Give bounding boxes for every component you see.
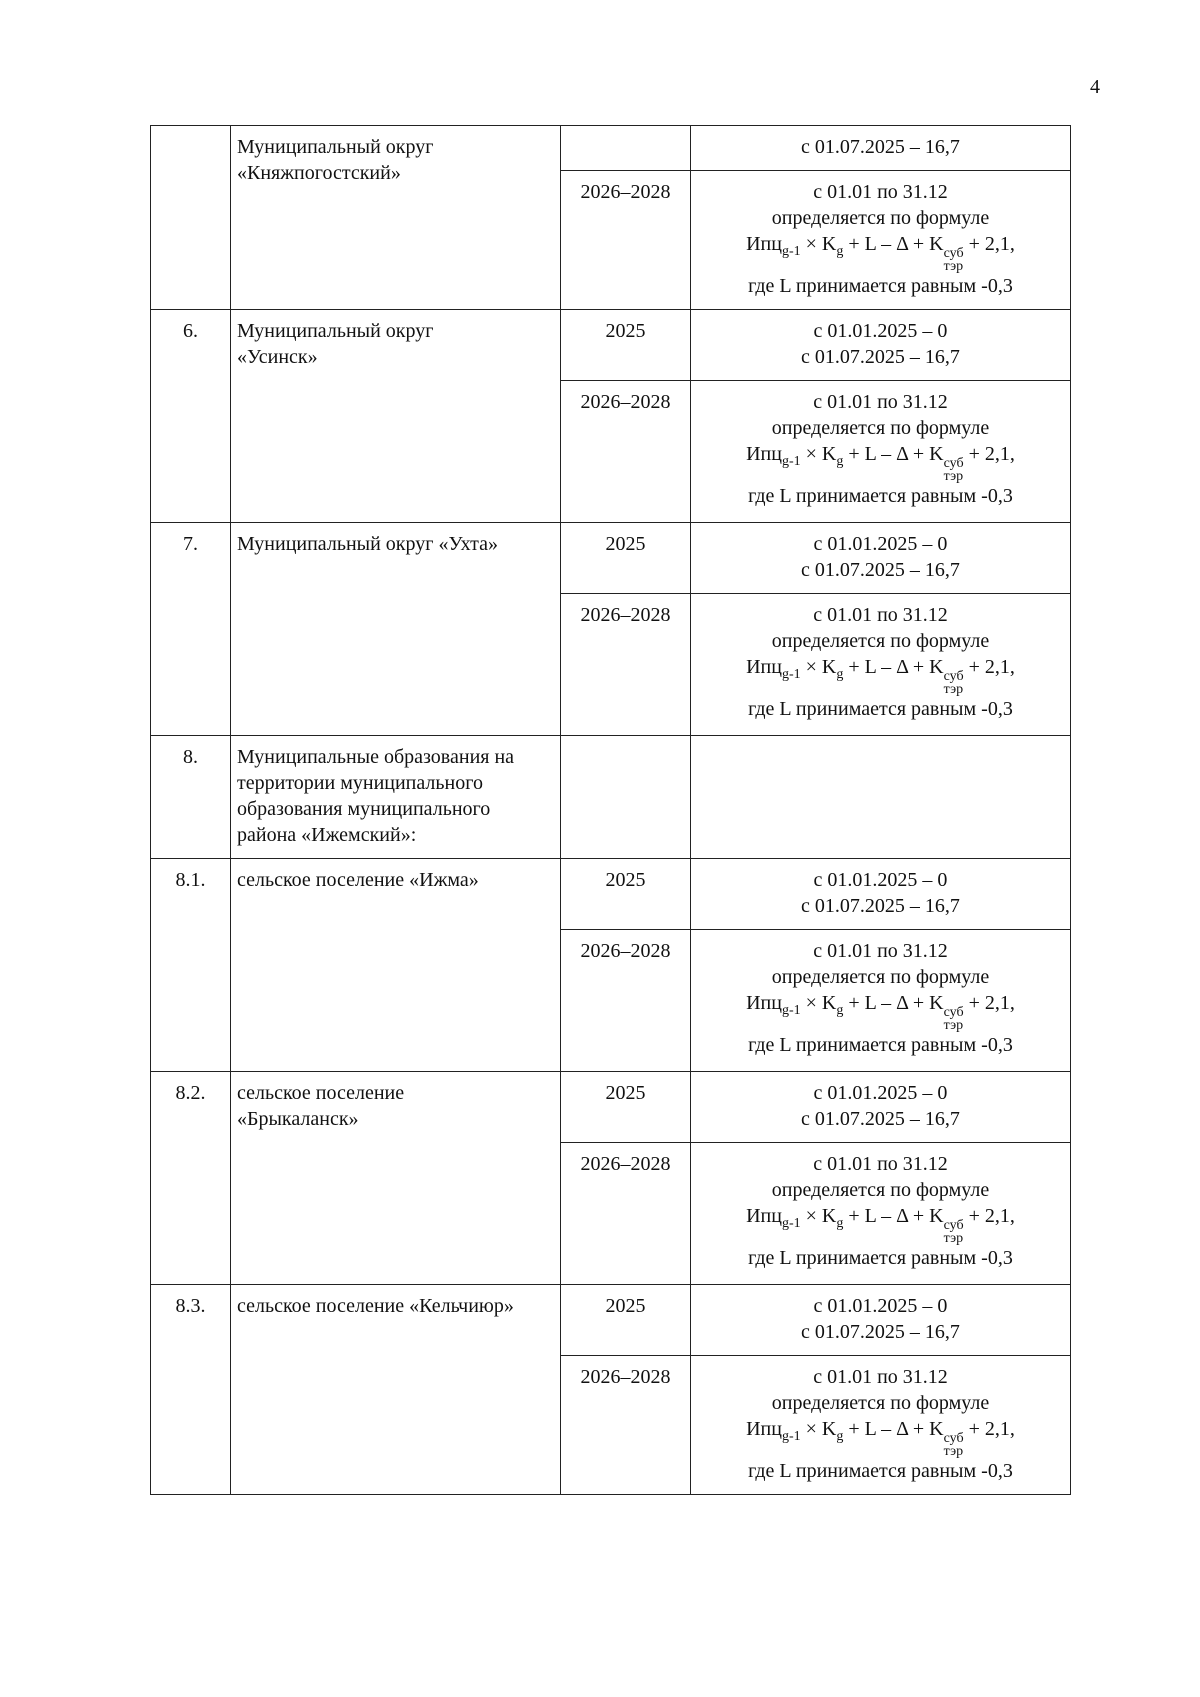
tariff-value-line: с 01.07.2025 – 16,7 [801, 1321, 960, 1343]
municipality-name-cell [231, 126, 561, 310]
period-year-cell [561, 171, 691, 310]
tariff-value-line: с 01.01 по 31.12 [813, 181, 948, 203]
formula-k2-sub: тэр [943, 259, 964, 274]
formula-k2-sub: тэр [943, 682, 964, 697]
period-year: 2025 [605, 533, 646, 555]
formula-k: K [821, 1205, 837, 1227]
tariff-value-line: с 01.01.2025 – 0 [813, 320, 948, 342]
table-row [151, 126, 1071, 171]
formula-line [697, 990, 1064, 1032]
tariff-value-line: определяется по формуле [771, 207, 990, 229]
formula-mid: + L – Δ + [843, 1205, 930, 1227]
formula-line [697, 654, 1064, 696]
formula-k-sub: g [836, 244, 844, 259]
formula-line [697, 231, 1064, 273]
formula-k2: K [929, 443, 944, 465]
formula-condition-line: где L принимается равным -0,3 [748, 485, 1013, 507]
formula-condition-line: где L принимается равным -0,3 [748, 698, 1013, 720]
formula-k2-sub: тэр [943, 1018, 964, 1033]
formula-mid: + L – Δ + [843, 656, 930, 678]
tariff-value-cell [691, 126, 1071, 171]
formula-k2-sub: тэр [943, 469, 964, 484]
tariff-value-cell [691, 523, 1071, 594]
formula-times: × [800, 1205, 822, 1227]
formula-mid: + L – Δ + [843, 1418, 930, 1440]
formula-k: K [821, 233, 837, 255]
formula-k2: K [929, 1205, 944, 1227]
formula-k2-scripts [944, 457, 964, 483]
tariff-value-cell [691, 736, 1071, 859]
period-year-cell [561, 1072, 691, 1143]
formula-times: × [800, 992, 822, 1014]
period-year: 2025 [605, 1295, 646, 1317]
formula-times: × [800, 443, 822, 465]
formula-k-sub: g [836, 454, 844, 469]
tariff-value-cell [691, 859, 1071, 930]
formula-condition-line: где L принимается равным -0,3 [748, 1247, 1013, 1269]
row-number: 8.1. [175, 869, 206, 891]
formula-times: × [800, 1418, 822, 1440]
formula-mid: + L – Δ + [843, 992, 930, 1014]
period-year-cell [561, 310, 691, 381]
municipality-name-line: Муниципальный округ [237, 320, 434, 342]
formula-ipc-sub: g-1 [781, 667, 801, 682]
period-year: 2026–2028 [580, 391, 671, 413]
tariff-value-line: с 01.01.2025 – 0 [813, 869, 948, 891]
tariff-value-line: определяется по формуле [771, 966, 990, 988]
formula-k2-scripts [944, 1432, 964, 1458]
formula-mid: + L – Δ + [843, 443, 930, 465]
table-row [151, 1285, 1071, 1356]
tariff-value-line: с 01.01.2025 – 0 [813, 1082, 948, 1104]
municipality-name-line: территории муниципального [237, 772, 483, 794]
formula-condition-line: где L принимается равным -0,3 [748, 275, 1013, 297]
municipality-name-line: сельское поселение [237, 1082, 405, 1104]
formula-tail: + 2,1, [963, 992, 1015, 1014]
row-number: 7. [183, 533, 198, 555]
formula-k2: K [929, 233, 944, 255]
municipality-name-line: Муниципальный округ [237, 136, 434, 158]
table-row [151, 523, 1071, 594]
tariff-value-line: с 01.07.2025 – 16,7 [801, 136, 960, 158]
period-year: 2025 [605, 1082, 646, 1104]
formula-ipc: Ипц [746, 443, 782, 465]
tariff-value-line: определяется по формуле [771, 1179, 990, 1201]
formula-tail: + 2,1, [963, 1205, 1015, 1227]
formula-ipc-sub: g-1 [781, 1429, 801, 1444]
municipality-name-cell [231, 1285, 561, 1495]
row-number-cell [151, 126, 231, 310]
formula-k-sub: g [836, 1003, 844, 1018]
tariff-value-cell [691, 1143, 1071, 1285]
row-number-cell [151, 859, 231, 1072]
tariff-table [150, 125, 1071, 1495]
formula-k2-sup: суб [943, 1218, 964, 1233]
municipality-name-cell [231, 1072, 561, 1285]
formula-k2: K [929, 656, 944, 678]
period-year-cell [561, 126, 691, 171]
formula-k2-scripts [944, 1006, 964, 1032]
formula-k2-sup: суб [943, 669, 964, 684]
formula-tail: + 2,1, [963, 443, 1015, 465]
tariff-value-cell [691, 594, 1071, 736]
period-year: 2025 [605, 320, 646, 342]
formula-ipc-sub: g-1 [781, 1216, 801, 1231]
formula-ipc-sub: g-1 [781, 1003, 801, 1018]
row-number-cell [151, 1285, 231, 1495]
formula-ipc-sub: g-1 [781, 454, 801, 469]
formula-k-sub: g [836, 667, 844, 682]
formula-k2-sub: тэр [943, 1444, 964, 1459]
tariff-value-line: определяется по формуле [771, 417, 990, 439]
table-row [151, 310, 1071, 381]
municipality-name-line: «Брыкаланск» [237, 1108, 359, 1130]
formula-ipc: Ипц [746, 992, 782, 1014]
municipality-name-cell [231, 859, 561, 1072]
tariff-value-line: определяется по формуле [771, 1392, 990, 1414]
formula-condition-line: где L принимается равным -0,3 [748, 1034, 1013, 1056]
page-number: 4 [1090, 76, 1100, 98]
tariff-value-cell [691, 310, 1071, 381]
formula-k: K [821, 443, 837, 465]
tariff-value-line: с 01.01 по 31.12 [813, 940, 948, 962]
formula-k-sub: g [836, 1429, 844, 1444]
formula-k: K [821, 992, 837, 1014]
tariff-value-cell [691, 930, 1071, 1072]
row-number-cell [151, 1072, 231, 1285]
municipality-name-line: Муниципальные образования на [237, 746, 515, 768]
period-year-cell [561, 1143, 691, 1285]
tariff-value-cell [691, 171, 1071, 310]
tariff-value-line: с 01.07.2025 – 16,7 [801, 346, 960, 368]
row-number: 8.2. [175, 1082, 206, 1104]
formula-tail: + 2,1, [963, 656, 1015, 678]
period-year-cell [561, 859, 691, 930]
municipality-name-line: сельское поселение «Кельчиюр» [237, 1295, 514, 1317]
tariff-value-cell [691, 1072, 1071, 1143]
tariff-value-line: с 01.01 по 31.12 [813, 604, 948, 626]
tariff-value-line: с 01.01.2025 – 0 [813, 1295, 948, 1317]
row-number-cell [151, 310, 231, 523]
tariff-value-line: с 01.01.2025 – 0 [813, 533, 948, 555]
table-row [151, 1072, 1071, 1143]
tariff-value-cell [691, 1356, 1071, 1495]
municipality-name-line: образования муниципального [237, 798, 491, 820]
municipality-name-line: «Усинск» [237, 346, 318, 368]
formula-mid: + L – Δ + [843, 233, 930, 255]
row-number: 8. [183, 746, 198, 768]
formula-ipc-sub: g-1 [781, 244, 801, 259]
tariff-value-line: с 01.07.2025 – 16,7 [801, 1108, 960, 1130]
period-year-cell [561, 736, 691, 859]
formula-condition-line: где L принимается равным -0,3 [748, 1460, 1013, 1482]
formula-ipc: Ипц [746, 1205, 782, 1227]
row-number-cell [151, 736, 231, 859]
formula-line [697, 1203, 1064, 1245]
formula-k2-scripts [944, 670, 964, 696]
tariff-value-line: с 01.01 по 31.12 [813, 391, 948, 413]
formula-line [697, 441, 1064, 483]
formula-times: × [800, 233, 822, 255]
formula-k: K [821, 656, 837, 678]
period-year-cell [561, 381, 691, 523]
tariff-value-line: с 01.07.2025 – 16,7 [801, 559, 960, 581]
formula-tail: + 2,1, [963, 1418, 1015, 1440]
municipality-name-line: «Княжпогостский» [237, 162, 401, 184]
formula-k2-sub: тэр [943, 1231, 964, 1246]
formula-k2-sup: суб [943, 1005, 964, 1020]
tariff-value-line: с 01.07.2025 – 16,7 [801, 895, 960, 917]
tariff-value-line: определяется по формуле [771, 630, 990, 652]
formula-k2: K [929, 1418, 944, 1440]
tariff-value-line: с 01.01 по 31.12 [813, 1366, 948, 1388]
formula-times: × [800, 656, 822, 678]
period-year-cell [561, 523, 691, 594]
formula-k2-sup: суб [943, 1431, 964, 1446]
formula-k2: K [929, 992, 944, 1014]
row-number-cell [151, 523, 231, 736]
municipality-name-cell [231, 523, 561, 736]
period-year: 2026–2028 [580, 1153, 671, 1175]
period-year: 2025 [605, 869, 646, 891]
formula-k: K [821, 1418, 837, 1440]
tariff-value-line: с 01.01 по 31.12 [813, 1153, 948, 1175]
period-year-cell [561, 930, 691, 1072]
formula-k-sub: g [836, 1216, 844, 1231]
table-row [151, 859, 1071, 930]
period-year: 2026–2028 [580, 181, 671, 203]
formula-k2-scripts [944, 1219, 964, 1245]
formula-k2-sup: суб [943, 246, 964, 261]
period-year: 2026–2028 [580, 1366, 671, 1388]
period-year-cell [561, 1356, 691, 1495]
period-year-cell [561, 594, 691, 736]
formula-tail: + 2,1, [963, 233, 1015, 255]
formula-k2-sup: суб [943, 456, 964, 471]
municipality-name-line: района «Ижемский»: [237, 824, 417, 846]
period-year-cell [561, 1285, 691, 1356]
tariff-value-cell [691, 1285, 1071, 1356]
municipality-name-cell [231, 310, 561, 523]
formula-ipc: Ипц [746, 1418, 782, 1440]
period-year: 2026–2028 [580, 604, 671, 626]
formula-k2-scripts [944, 247, 964, 273]
municipality-name-line: сельское поселение «Ижма» [237, 869, 479, 891]
formula-ipc: Ипц [746, 233, 782, 255]
formula-line [697, 1416, 1064, 1458]
tariff-value-cell [691, 381, 1071, 523]
table-row [151, 736, 1071, 859]
row-number: 8.3. [175, 1295, 206, 1317]
period-year: 2026–2028 [580, 940, 671, 962]
municipality-name-line: Муниципальный округ «Ухта» [237, 533, 498, 555]
row-number: 6. [183, 320, 198, 342]
formula-ipc: Ипц [746, 656, 782, 678]
municipality-name-cell [231, 736, 561, 859]
